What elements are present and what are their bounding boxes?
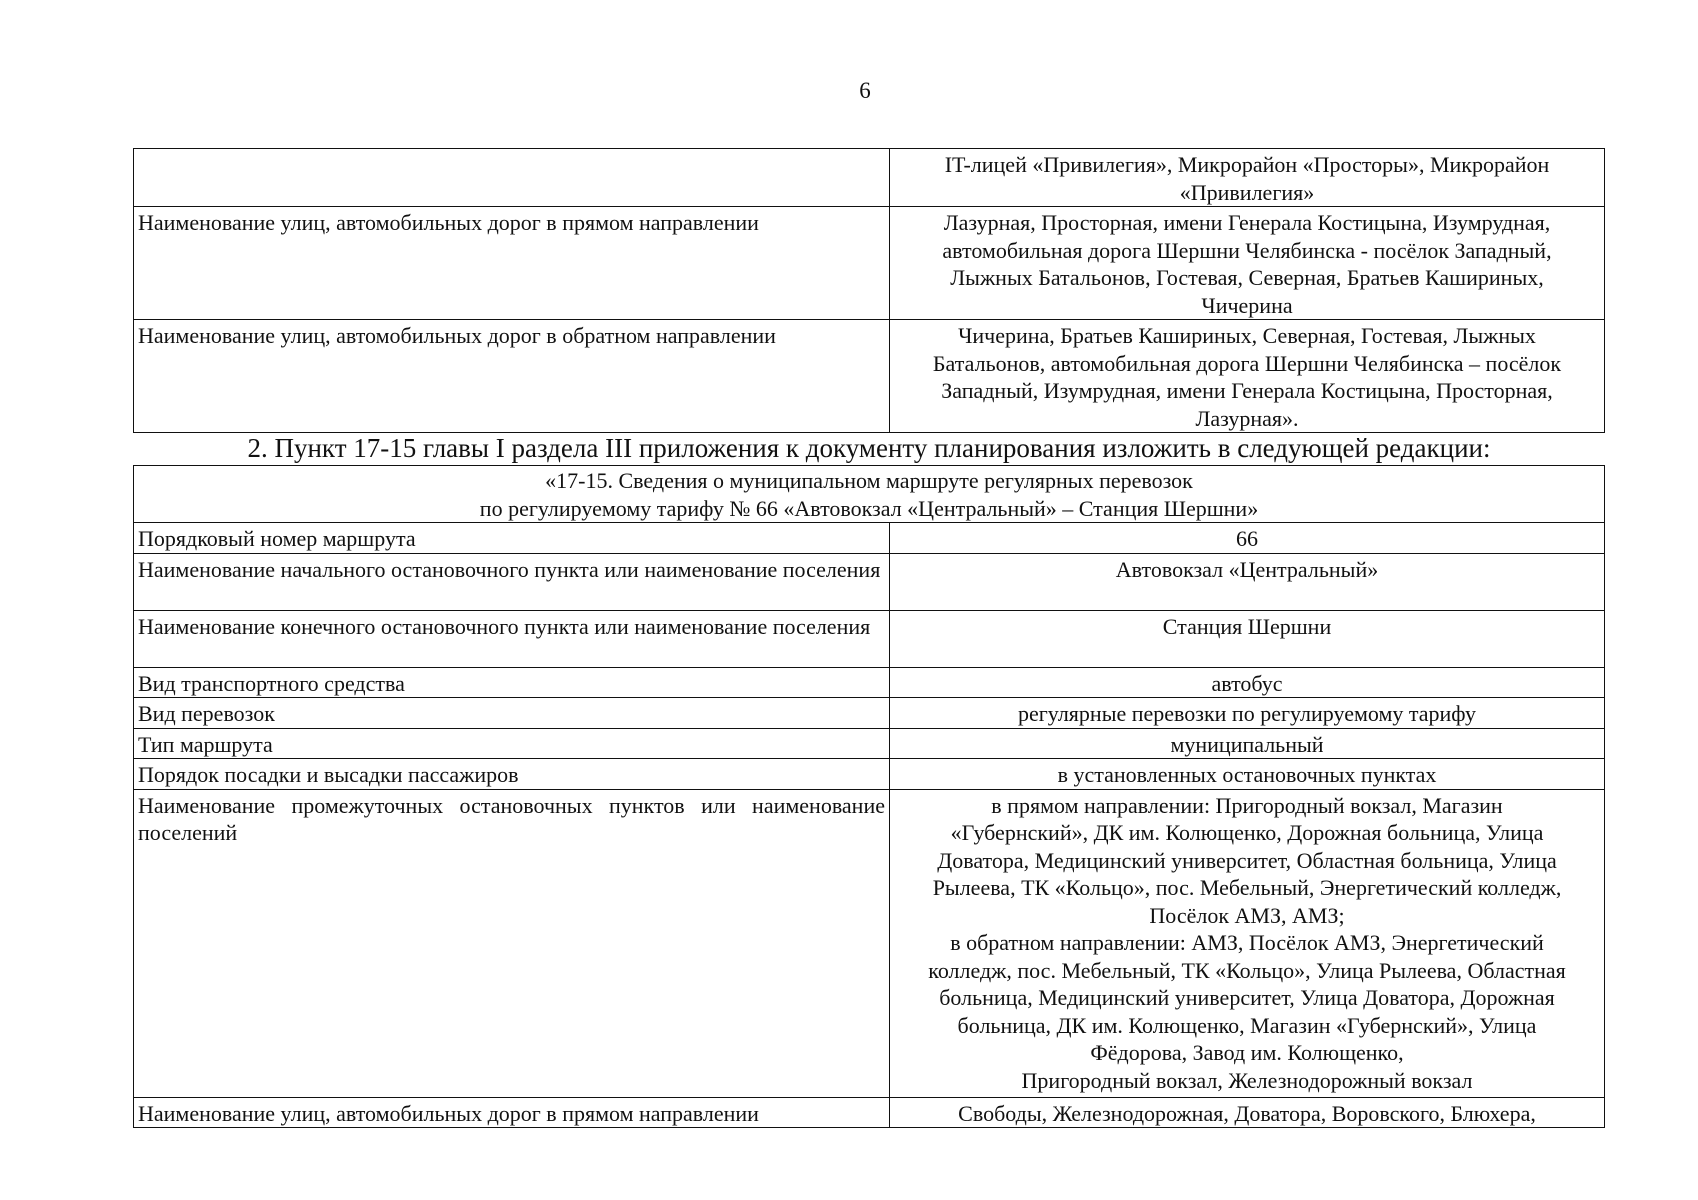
row-value [890,698,1605,729]
table-title [134,466,1605,523]
row-value [890,523,1605,554]
row-value-line: Доватора, Медицинский университет, Областная больница, Улица [937,847,1557,873]
table-title-row [134,466,1605,523]
row-value-line: Лазурная». [1195,405,1299,431]
row-value-line: в установленных остановочных пунктах [1057,762,1437,787]
row-value [890,759,1605,790]
table-row [134,759,1605,790]
row-value [890,553,1605,610]
table-row [134,149,1605,207]
row-label: Наименование улиц, автомобильных дорог в прямом направлении [134,1097,890,1128]
row-label: Наименование начального остановочного пункта или наименование поселения [134,553,890,610]
route-66-table [133,465,1605,1128]
row-value-line: Чичерина, Братьев Кашириных, Северная, Гостевая, Лыжных [958,323,1536,348]
row-label: Наименование конечного остановочного пункта или наименование поселения [134,610,890,667]
row-value-line: Батальонов, автомобильная дорога Шершни Челябинска – посёлок [932,350,1562,376]
row-value-line: автомобильная дорога Шершни Челябинска - посёлок Западный, [942,237,1552,263]
table-row [134,320,1605,433]
row-value-line: Лыжных Батальонов, Гостевая, Северная, Братьев Кашириных, [950,265,1544,290]
row-label: Наименование промежуточных остановочных пунктов или наименование поселений [134,789,890,1097]
row-label: Порядковый номер маршрута [134,523,890,554]
row-value-line: регулярные перевозки по регулируемому тарифу [1018,701,1477,726]
row-value [890,610,1605,667]
row-label: Наименование улиц, автомобильных дорог в прямом направлении [134,207,890,320]
page-number: 6 [859,78,871,103]
row-value [890,789,1605,1097]
section-heading: 2. Пункт 17-15 главы I раздела III приложения к документу планирования изложить в следующей редакции: [247,433,1491,463]
row-value-line: в прямом направлении: Пригородный вокзал, Магазин [991,792,1503,818]
row-value-line: Фёдорова, Завод им. Колющенко, [1090,1040,1404,1065]
row-value [890,1097,1605,1128]
table-row [134,610,1605,667]
table-title-line-1: «17-15. Сведения о муниципальном маршруте регулярных перевозок [545,468,1193,493]
row-value-line: Чичерина [1201,292,1293,318]
row-value-line: Лазурная, Просторная, имени Генерала Костицына, Изумрудная, [943,210,1551,235]
row-value-line: Посёлок АМЗ, АМЗ; [1149,902,1345,928]
row-label: Порядок посадки и высадки пассажиров [134,759,890,790]
row-value-line: Автовокзал «Центральный» [1115,556,1379,582]
row-value-line: Пригородный вокзал, Железнодорожный вокзал [1021,1067,1473,1093]
table-row [134,698,1605,729]
row-value [890,149,1605,207]
table-row [134,667,1605,698]
row-value-line: «Привилегия» [1179,179,1315,205]
table-row [134,789,1605,1097]
row-value-line: IT-лицей «Привилегия», Микрорайон «Просторы», Микрорайон [944,152,1550,177]
row-value [890,320,1605,433]
row-label: Вид транспортного средства [134,667,890,698]
row-value [890,667,1605,698]
row-value-line: больница, ДК им. Колющенко, Магазин «Губернский», Улица [957,1012,1537,1038]
row-label [134,149,890,207]
row-value-line: «Губернский», ДК им. Колющенко, Дорожная больница, Улица [950,820,1544,845]
row-value-line: Свободы, Железнодорожная, Доватора, Воровского, Блюхера, [958,1100,1536,1126]
row-label: Тип маршрута [134,728,890,759]
row-value-line: Рылеева, ТК «Кольцо», пос. Мебельный, Энергетический колледж, [932,875,1562,900]
row-value-line: колледж, пос. Мебельный, ТК «Кольцо», Улица Рылеева, Областная [928,957,1566,983]
row-value-line: Западный, Изумрудная, имени Генерала Костицына, Просторная, [941,378,1553,403]
row-value [890,728,1605,759]
row-value-line: больница, Медицинский университет, Улица Доватора, Дорожная [939,985,1555,1010]
table-row [134,553,1605,610]
table-title-line-2: по регулируемому тарифу № 66 «Автовокзал «Центральный» – Станция Шершни» [479,495,1259,521]
route-table-continued [133,148,1605,433]
row-value-line: 66 [1236,526,1258,551]
row-label: Наименование улиц, автомобильных дорог в обратном направлении [134,320,890,433]
row-value-line: автобус [1211,670,1283,696]
table-row [134,728,1605,759]
table-row [134,523,1605,554]
table-row [134,207,1605,320]
row-value [890,207,1605,320]
row-value-line: в обратном направлении: АМЗ, Посёлок АМЗ, Энергетический [950,930,1544,955]
row-value-line: Станция Шершни [1162,613,1332,639]
row-label: Вид перевозок [134,698,890,729]
table-row [134,1097,1605,1128]
row-value-line: муниципальный [1170,731,1324,757]
